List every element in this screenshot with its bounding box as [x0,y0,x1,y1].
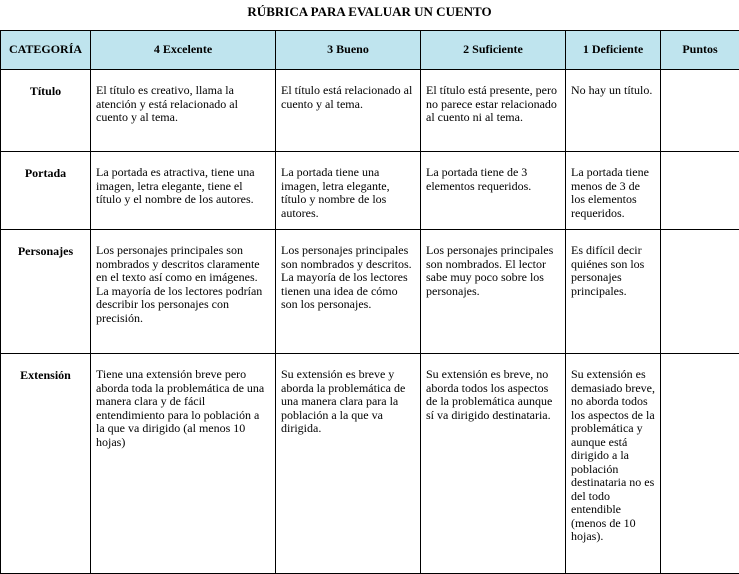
row-category: Título [1,70,91,152]
header-deficiente: 1 Deficiente [566,31,661,70]
cell-bueno: Su extensión es breve y aborda la problemática de una manera clara para la población a la que va dirigida. [276,354,421,574]
cell-deficiente: Su extensión es demasiado breve, no aborda todos los aspectos de la problemática y aunque está dirigido a la población destinataria no es del todo entendible (menos de 10 hojas). [566,354,661,574]
header-excelente: 4 Excelente [91,31,276,70]
header-category: CATEGORÍA [1,31,91,70]
cell-deficiente: No hay un título. [566,70,661,152]
cell-excelente: El título es creativo, llama la atención y está relacionado al cuento y al tema. [91,70,276,152]
cell-suficiente: Su extensión es breve, no aborda todos los aspectos de la problemática aunque sí va dirigido destinataria. [421,354,566,574]
table-row [1,230,739,354]
cell-puntos [661,70,739,152]
cell-suficiente: El título está presente, pero no parece estar relacionado al cuento ni al tema. [421,70,566,152]
cell-bueno: La portada tiene una imagen, letra elegante, título y nombre de los autores. [276,152,421,230]
cell-puntos [661,354,739,574]
row-category: Extensión [1,354,91,574]
cell-bueno: El título está relacionado al cuento y al tema. [276,70,421,152]
cell-suficiente: Los personajes principales son nombrados. El lector sabe muy poco sobre los personajes. [421,230,566,354]
cell-puntos [661,152,739,230]
table-row [1,70,739,152]
header-suficiente: 2 Suficiente [421,31,566,70]
row-category: Personajes [1,230,91,354]
cell-deficiente: La portada tiene menos de 3 de los elementos requeridos. [566,152,661,230]
header-puntos: Puntos [661,31,739,70]
cell-excelente: Los personajes principales son nombrados y descritos claramente en el texto así como en imágenes. La mayoría de los lectores podrían describir los personajes con precisión. [91,230,276,354]
table-row [1,354,739,574]
cell-deficiente: Es difícil decir quiénes son los personajes principales. [566,230,661,354]
header-bueno: 3 Bueno [276,31,421,70]
row-category: Portada [1,152,91,230]
cell-excelente: La portada es atractiva, tiene una imagen, letra elegante, tiene el título y el nombre de los autores. [91,152,276,230]
cell-bueno: Los personajes principales son nombrados y descritos. La mayoría de los lectores tienen una idea de cómo son los personajes. [276,230,421,354]
document-title: RÚBRICA PARA EVALUAR UN CUENTO [0,4,739,20]
cell-excelente: Tiene una extensión breve pero aborda toda la problemática de una manera clara y de fácil entendimiento para lo población a la que va dirigido (al menos 10 hojas) [91,354,276,574]
cell-puntos [661,230,739,354]
rubric-table [0,30,739,574]
header-row [1,31,739,70]
cell-suficiente: La portada tiene de 3 elementos requeridos. [421,152,566,230]
table-row [1,152,739,230]
